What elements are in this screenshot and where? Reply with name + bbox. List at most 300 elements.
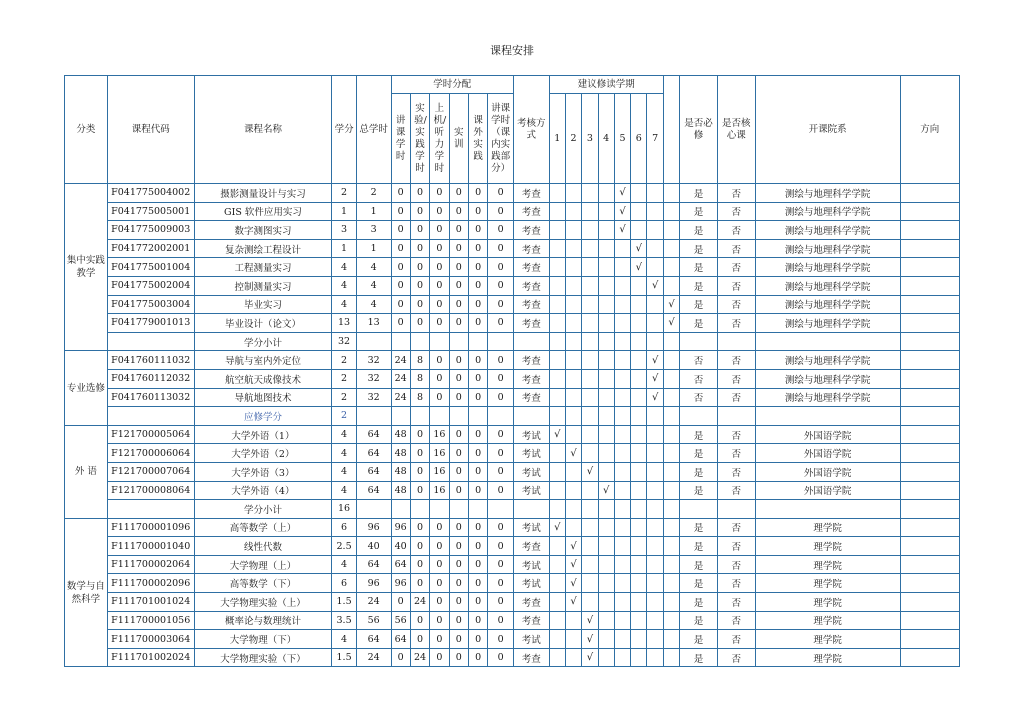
semester-cell — [614, 462, 630, 481]
summary-empty-cell — [717, 500, 755, 519]
summary-code-cell — [107, 332, 194, 351]
summary-empty-cell — [680, 332, 718, 351]
direction-cell — [900, 648, 959, 667]
header-computer: 上机/听力学时 — [433, 102, 447, 174]
hour-value: 0 — [469, 239, 488, 258]
summary-empty-cell — [647, 407, 663, 426]
semester-check-mark: √ — [647, 276, 663, 295]
table-row — [65, 518, 960, 537]
hour-value: 24 — [391, 388, 410, 407]
hour-value: 0 — [391, 221, 410, 240]
semester-cell — [663, 221, 679, 240]
hour-value: 0 — [430, 648, 449, 667]
total-hours: 64 — [356, 630, 391, 649]
direction-cell — [900, 295, 959, 314]
core-flag: 否 — [717, 574, 755, 593]
semester-cell — [565, 295, 581, 314]
hour-value: 0 — [488, 518, 514, 537]
hour-value: 0 — [430, 555, 449, 574]
semester-cell — [631, 221, 647, 240]
table-row — [65, 481, 960, 500]
hour-value: 0 — [449, 574, 468, 593]
total-hours: 64 — [356, 462, 391, 481]
semester-cell — [582, 239, 598, 258]
summary-empty-cell — [631, 407, 647, 426]
course-name: 航空航天成像技术 — [194, 369, 332, 388]
course-name: 数字测图实习 — [194, 221, 332, 240]
department: 测绘与地理科学学院 — [755, 351, 900, 370]
header-direction: 方向 — [900, 76, 959, 184]
semester-cell — [631, 276, 647, 295]
hour-value: 0 — [430, 295, 449, 314]
course-code: F041775005001 — [107, 202, 194, 221]
course-name: 概率论与数理统计 — [194, 611, 332, 630]
hour-value: 0 — [469, 648, 488, 667]
total-hours: 96 — [356, 518, 391, 537]
course-schedule-table — [64, 75, 960, 667]
hour-value: 0 — [410, 425, 429, 444]
total-hours: 40 — [356, 537, 391, 556]
semester-cell — [631, 518, 647, 537]
hour-value: 0 — [391, 648, 410, 667]
semester-check-mark: √ — [647, 388, 663, 407]
semester-cell — [631, 630, 647, 649]
hour-value: 0 — [391, 314, 410, 333]
table-row — [65, 444, 960, 463]
hour-value: 0 — [469, 537, 488, 556]
semester-cell — [598, 388, 614, 407]
header-semester-group: 建议修读学期 — [549, 76, 663, 94]
semester-cell — [663, 574, 679, 593]
department: 理学院 — [755, 537, 900, 556]
semester-cell — [582, 221, 598, 240]
department: 测绘与地理科学学院 — [755, 221, 900, 240]
hour-value: 0 — [410, 276, 429, 295]
semester-cell — [598, 314, 614, 333]
summary-empty-cell — [356, 332, 391, 351]
summary-empty-cell — [488, 407, 514, 426]
hour-value: 24 — [391, 351, 410, 370]
hour-value: 0 — [488, 314, 514, 333]
hour-value: 0 — [391, 202, 410, 221]
semester-cell — [565, 369, 581, 388]
hour-value: 0 — [430, 630, 449, 649]
hour-value: 0 — [469, 462, 488, 481]
table-row — [65, 202, 960, 221]
core-flag: 否 — [717, 351, 755, 370]
course-name: 控制测量实习 — [194, 276, 332, 295]
direction-cell — [900, 444, 959, 463]
total-hours: 1 — [356, 202, 391, 221]
semester-cell — [549, 184, 565, 203]
required-flag: 是 — [680, 295, 718, 314]
hour-value: 0 — [410, 295, 429, 314]
summary-empty-cell — [900, 407, 959, 426]
exam-type: 考试 — [513, 518, 549, 537]
hour-value: 0 — [449, 611, 468, 630]
summary-empty-cell — [680, 407, 718, 426]
semester-cell — [663, 444, 679, 463]
core-flag: 否 — [717, 184, 755, 203]
semester-cell — [663, 462, 679, 481]
table-row — [65, 425, 960, 444]
semester-cell — [663, 555, 679, 574]
summary-row — [65, 407, 960, 426]
hour-value: 0 — [469, 593, 488, 612]
total-hours: 32 — [356, 351, 391, 370]
required-flag: 是 — [680, 630, 718, 649]
exam-type: 考试 — [513, 574, 549, 593]
summary-empty-cell — [614, 500, 630, 519]
semester-cell — [598, 184, 614, 203]
hour-value: 0 — [469, 184, 488, 203]
summary-empty-cell — [680, 500, 718, 519]
semester-check-mark: √ — [582, 462, 598, 481]
required-flag: 是 — [680, 184, 718, 203]
semester-cell — [549, 630, 565, 649]
core-flag: 否 — [717, 593, 755, 612]
hour-value: 0 — [449, 184, 468, 203]
hour-value: 0 — [449, 351, 468, 370]
required-flag: 是 — [680, 239, 718, 258]
core-flag: 否 — [717, 537, 755, 556]
semester-check-mark: √ — [614, 202, 630, 221]
hour-value: 0 — [488, 295, 514, 314]
hour-value: 0 — [391, 593, 410, 612]
required-flag: 是 — [680, 648, 718, 667]
exam-type: 考查 — [513, 611, 549, 630]
semester-cell — [565, 239, 581, 258]
exam-type: 考查 — [513, 351, 549, 370]
semester-cell — [631, 648, 647, 667]
department: 理学院 — [755, 648, 900, 667]
semester-cell — [582, 388, 598, 407]
hour-value: 0 — [410, 314, 429, 333]
semester-cell — [647, 462, 663, 481]
hour-value: 0 — [391, 295, 410, 314]
hour-value: 0 — [488, 184, 514, 203]
total-hours: 64 — [356, 481, 391, 500]
semester-cell — [647, 295, 663, 314]
semester-cell — [598, 295, 614, 314]
semester-cell — [631, 184, 647, 203]
summary-empty-cell — [900, 500, 959, 519]
semester-cell — [582, 444, 598, 463]
semester-cell — [614, 630, 630, 649]
course-code: F041775002004 — [107, 276, 194, 295]
hour-value: 48 — [391, 444, 410, 463]
header-training: 实训 — [454, 126, 464, 150]
required-flag: 否 — [680, 369, 718, 388]
total-hours: 3 — [356, 221, 391, 240]
semester-check-mark: √ — [549, 425, 565, 444]
exam-type: 考查 — [513, 295, 549, 314]
semester-cell — [565, 481, 581, 500]
semester-cell — [598, 425, 614, 444]
course-code: F121700005064 — [107, 425, 194, 444]
course-name: 导航与室内外定位 — [194, 351, 332, 370]
semester-cell — [647, 537, 663, 556]
summary-label: 应修学分 — [194, 407, 332, 426]
hour-value: 8 — [410, 351, 429, 370]
semester-cell — [631, 351, 647, 370]
semester-cell — [549, 239, 565, 258]
semester-cell — [647, 202, 663, 221]
table-row — [65, 295, 960, 314]
semester-cell — [663, 369, 679, 388]
hour-value: 0 — [430, 593, 449, 612]
semester-cell — [598, 630, 614, 649]
hour-value: 0 — [410, 537, 429, 556]
semester-cell — [598, 518, 614, 537]
semester-cell — [549, 574, 565, 593]
header-lab: 实验/实践学时 — [414, 102, 427, 174]
direction-cell — [900, 537, 959, 556]
semester-cell — [598, 258, 614, 277]
hour-value: 0 — [488, 593, 514, 612]
semester-cell — [614, 369, 630, 388]
semester-cell — [614, 276, 630, 295]
direction-cell — [900, 518, 959, 537]
required-flag: 是 — [680, 481, 718, 500]
credits: 2 — [332, 184, 356, 203]
semester-cell — [565, 388, 581, 407]
summary-empty-cell — [410, 407, 429, 426]
credits: 4 — [332, 630, 356, 649]
course-code: F111700001096 — [107, 518, 194, 537]
total-hours: 24 — [356, 648, 391, 667]
hour-value: 24 — [391, 369, 410, 388]
semester-cell — [598, 537, 614, 556]
course-name: 大学物理（下） — [194, 630, 332, 649]
hour-value: 8 — [410, 388, 429, 407]
hour-value: 16 — [430, 462, 449, 481]
hour-value: 0 — [488, 462, 514, 481]
credits: 2 — [332, 388, 356, 407]
required-flag: 是 — [680, 593, 718, 612]
table-row — [65, 314, 960, 333]
semester-cell — [549, 221, 565, 240]
semester-check-mark: √ — [582, 630, 598, 649]
department: 测绘与地理科学学院 — [755, 184, 900, 203]
summary-empty-cell — [755, 500, 900, 519]
hour-value: 8 — [410, 369, 429, 388]
summary-value: 2 — [332, 407, 356, 426]
semester-cell — [598, 593, 614, 612]
semester-cell — [582, 276, 598, 295]
table-row — [65, 593, 960, 612]
hour-value: 24 — [410, 648, 429, 667]
table-row — [65, 648, 960, 667]
course-code: F111701001024 — [107, 593, 194, 612]
semester-cell — [582, 295, 598, 314]
exam-type: 考查 — [513, 388, 549, 407]
header-name: 课程名称 — [194, 76, 332, 184]
hour-value: 0 — [469, 351, 488, 370]
hour-value: 0 — [488, 202, 514, 221]
semester-cell — [565, 648, 581, 667]
semester-cell — [663, 537, 679, 556]
header-exam: 考核方式 — [513, 76, 549, 184]
hour-value: 0 — [469, 555, 488, 574]
semester-check-mark: √ — [663, 314, 679, 333]
semester-cell — [663, 276, 679, 295]
core-flag: 否 — [717, 630, 755, 649]
hour-value: 0 — [449, 462, 468, 481]
page-title: 课程安排 — [490, 44, 534, 57]
semester-cell — [565, 258, 581, 277]
credits: 4 — [332, 555, 356, 574]
hour-value: 0 — [488, 444, 514, 463]
semester-cell — [663, 593, 679, 612]
course-code: F041772002001 — [107, 239, 194, 258]
semester-cell — [614, 648, 630, 667]
credits: 4 — [332, 481, 356, 500]
hour-value: 0 — [410, 518, 429, 537]
header-semester-2: 2 — [565, 94, 581, 184]
summary-empty-cell — [582, 500, 598, 519]
total-hours: 96 — [356, 574, 391, 593]
hour-value: 0 — [469, 518, 488, 537]
semester-cell — [614, 518, 630, 537]
exam-type: 考试 — [513, 425, 549, 444]
semester-check-mark: √ — [614, 184, 630, 203]
header-semester-5: 5 — [614, 94, 630, 184]
semester-cell — [647, 648, 663, 667]
summary-code-cell — [107, 407, 194, 426]
credits: 3.5 — [332, 611, 356, 630]
department: 理学院 — [755, 555, 900, 574]
course-name: 大学物理（上） — [194, 555, 332, 574]
semester-cell — [663, 518, 679, 537]
header-semester-6: 6 — [631, 94, 647, 184]
summary-row — [65, 500, 960, 519]
summary-empty-cell — [410, 500, 429, 519]
course-name: GIS 软件应用实习 — [194, 202, 332, 221]
summary-empty-cell — [356, 500, 391, 519]
core-flag: 否 — [717, 258, 755, 277]
hour-value: 0 — [488, 369, 514, 388]
summary-empty-cell — [391, 500, 410, 519]
semester-cell — [614, 388, 630, 407]
table-row — [65, 184, 960, 203]
core-flag: 否 — [717, 425, 755, 444]
course-name: 毕业设计（论文） — [194, 314, 332, 333]
summary-empty-cell — [449, 500, 468, 519]
core-flag: 否 — [717, 369, 755, 388]
hour-value: 0 — [469, 221, 488, 240]
hour-value: 0 — [410, 574, 429, 593]
department: 理学院 — [755, 518, 900, 537]
hour-value: 0 — [449, 425, 468, 444]
core-flag: 否 — [717, 202, 755, 221]
exam-type: 考查 — [513, 593, 549, 612]
core-flag: 否 — [717, 611, 755, 630]
semester-cell — [565, 425, 581, 444]
core-flag: 否 — [717, 239, 755, 258]
credits: 1.5 — [332, 593, 356, 612]
header-lecture-internal: 讲课学时（课内实践部分） — [488, 94, 514, 184]
semester-cell — [663, 648, 679, 667]
summary-empty-cell — [755, 332, 900, 351]
course-name: 高等数学（上） — [194, 518, 332, 537]
core-flag: 否 — [717, 314, 755, 333]
semester-cell — [663, 239, 679, 258]
summary-empty-cell — [614, 407, 630, 426]
semester-cell — [598, 648, 614, 667]
semester-cell — [614, 574, 630, 593]
summary-empty-cell — [717, 332, 755, 351]
exam-type: 考试 — [513, 462, 549, 481]
header-total-hours: 总学时 — [356, 76, 391, 184]
core-flag: 否 — [717, 555, 755, 574]
course-code: F041775001004 — [107, 258, 194, 277]
table-row — [65, 221, 960, 240]
semester-cell — [582, 258, 598, 277]
department: 测绘与地理科学学院 — [755, 388, 900, 407]
header-semester-4: 4 — [598, 94, 614, 184]
total-hours: 64 — [356, 425, 391, 444]
course-name: 毕业实习 — [194, 295, 332, 314]
semester-cell — [598, 369, 614, 388]
category-cell: 外 语 — [65, 425, 108, 518]
semester-cell — [647, 425, 663, 444]
header-semester-3: 3 — [582, 94, 598, 184]
semester-cell — [631, 555, 647, 574]
direction-cell — [900, 239, 959, 258]
course-code: F041760112032 — [107, 369, 194, 388]
exam-type: 考试 — [513, 630, 549, 649]
semester-cell — [663, 611, 679, 630]
summary-empty-cell — [549, 332, 565, 351]
total-hours: 13 — [356, 314, 391, 333]
core-flag: 否 — [717, 518, 755, 537]
table-row — [65, 388, 960, 407]
semester-cell — [598, 351, 614, 370]
credits: 4 — [332, 425, 356, 444]
department: 理学院 — [755, 574, 900, 593]
summary-empty-cell — [430, 407, 449, 426]
summary-empty-cell — [449, 332, 468, 351]
hour-value: 0 — [449, 314, 468, 333]
total-hours: 1 — [356, 239, 391, 258]
semester-cell — [565, 202, 581, 221]
core-flag: 否 — [717, 221, 755, 240]
semester-cell — [582, 537, 598, 556]
hour-value: 0 — [449, 369, 468, 388]
semester-cell — [663, 388, 679, 407]
semester-cell — [565, 611, 581, 630]
semester-cell — [598, 444, 614, 463]
summary-empty-cell — [717, 407, 755, 426]
credits: 13 — [332, 314, 356, 333]
hour-value: 0 — [391, 276, 410, 295]
header-credits: 学分 — [332, 76, 356, 184]
summary-empty-cell — [598, 332, 614, 351]
exam-type: 考查 — [513, 239, 549, 258]
semester-cell — [565, 184, 581, 203]
summary-empty-cell — [430, 332, 449, 351]
hour-value: 0 — [488, 611, 514, 630]
header-required: 是否必修 — [680, 76, 718, 184]
hour-value: 0 — [469, 276, 488, 295]
course-code: F111700002096 — [107, 574, 194, 593]
required-flag: 是 — [680, 202, 718, 221]
exam-type: 考试 — [513, 555, 549, 574]
hour-value: 0 — [469, 425, 488, 444]
hour-value: 0 — [430, 258, 449, 277]
course-code: F121700007064 — [107, 462, 194, 481]
